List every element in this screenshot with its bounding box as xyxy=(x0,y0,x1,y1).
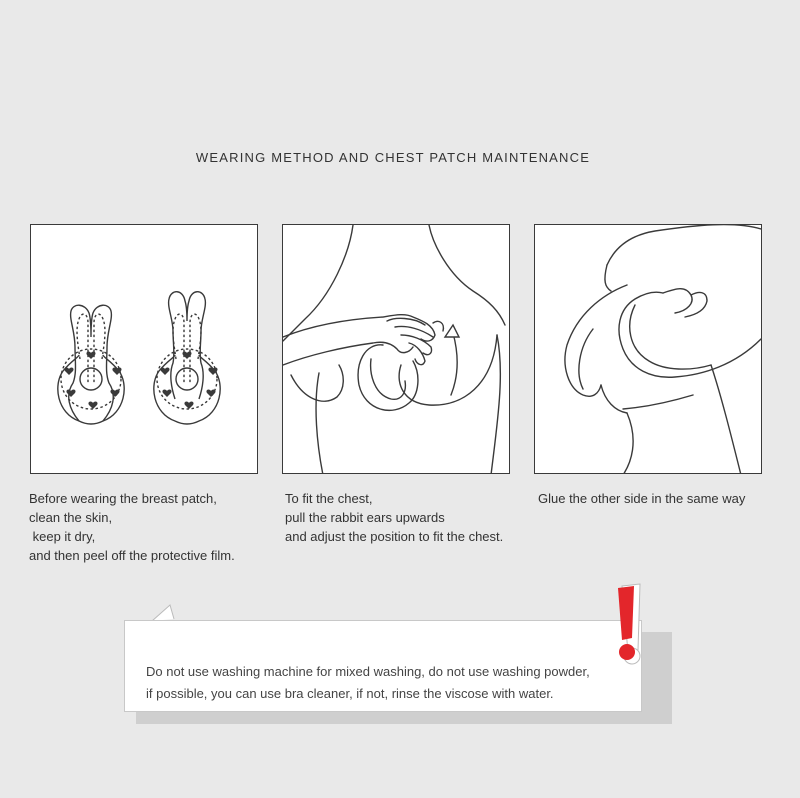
step-2-line-1: To fit the chest, xyxy=(285,491,373,506)
step-1-line-4: and then peel off the protective film. xyxy=(29,548,235,563)
step-2-line-3: and adjust the position to fit the chest. xyxy=(285,529,504,544)
step-1-line-2: clean the skin, xyxy=(29,510,113,525)
note-line-1: Do not use washing machine for mixed washing, do not use washing powder, xyxy=(146,664,590,679)
exclamation-icon xyxy=(606,582,646,666)
step-2-line-2: pull the rabbit ears upwards xyxy=(285,510,445,525)
step-3-caption xyxy=(538,489,745,508)
step-3-line-1: Glue the other side in the same way xyxy=(538,491,746,506)
step-1-illustration xyxy=(30,224,258,474)
step-1-line-3: keep it dry, xyxy=(29,529,96,544)
maintenance-note-text xyxy=(146,661,590,705)
note-line-2: if possible, you can use bra cleaner, if not, rinse the viscose with water. xyxy=(146,686,554,701)
step-2-caption xyxy=(285,489,503,546)
step-2-illustration xyxy=(282,224,510,474)
apply-patch-icon xyxy=(283,225,510,474)
step-1-caption xyxy=(29,489,235,565)
step-3-illustration xyxy=(534,224,762,474)
side-view-patch-icon xyxy=(535,225,762,474)
page-title: WEARING METHOD AND CHEST PATCH MAINTENANCE xyxy=(195,150,591,165)
step-1-line-1: Before wearing the breast patch, xyxy=(29,491,217,506)
breast-patch-pair-icon xyxy=(31,225,258,474)
